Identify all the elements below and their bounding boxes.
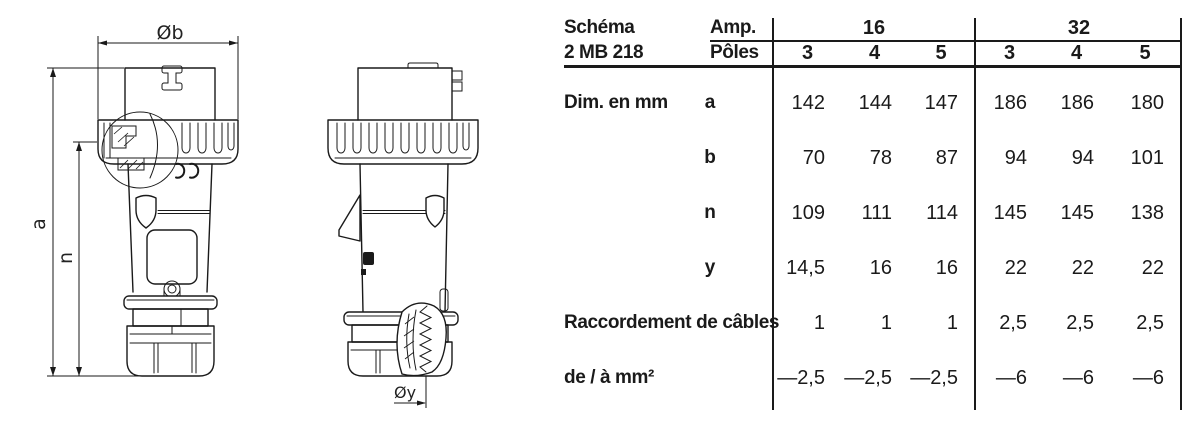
- table-cell: 16: [935, 257, 958, 279]
- row-label: de / à mm²: [564, 367, 654, 388]
- table-cell: 1: [813, 312, 825, 334]
- table-row: [560, 146, 1200, 170]
- poles-header: 4: [868, 42, 881, 64]
- poles-header: 3: [801, 42, 814, 64]
- table-cell: 87: [935, 147, 958, 169]
- amp-group-32: 32: [1067, 17, 1091, 39]
- table-header-row-amp: [560, 16, 1200, 40]
- table-cell: 101: [1130, 147, 1164, 169]
- poles-header: 5: [935, 42, 947, 64]
- table-cell: 2,5: [999, 312, 1027, 334]
- table-cell: 14,5: [786, 257, 825, 279]
- table-cell: 186: [993, 92, 1027, 114]
- table-cell: 22: [1004, 257, 1027, 279]
- table-row: [560, 311, 1200, 335]
- amp-group-16: 16: [862, 17, 886, 39]
- technical-drawing: [0, 0, 560, 427]
- table-cell: 144: [858, 92, 892, 114]
- table-header-row-poles: [560, 41, 1200, 65]
- connector-drawing-svg: [0, 0, 560, 427]
- dim-unit-label: Dim. en mm: [564, 92, 668, 113]
- connector-front-view: [98, 66, 238, 376]
- dim-label-b: Øb: [156, 22, 184, 44]
- table-cell: 1: [880, 312, 892, 334]
- row-label: n: [704, 202, 716, 223]
- table-divider-header: [564, 65, 1182, 68]
- table-cell: 2,5: [1066, 312, 1094, 334]
- table-row: [560, 201, 1200, 225]
- table-row: [560, 256, 1200, 280]
- table-cell: 145: [993, 202, 1027, 224]
- poles-label: Pôles: [710, 42, 759, 63]
- poles-header: 4: [1070, 42, 1083, 64]
- table-cell: 138: [1130, 202, 1164, 224]
- dim-label-y: Øy: [393, 383, 417, 402]
- schema-label: Schéma: [564, 17, 635, 38]
- amp-label: Amp.: [710, 17, 756, 38]
- table-cell: —2,5: [777, 367, 825, 389]
- poles-header: 3: [1003, 42, 1016, 64]
- table-cell: —6: [995, 367, 1027, 389]
- table-cell: 78: [869, 147, 892, 169]
- row-label: b: [704, 147, 716, 168]
- table-cell: —2,5: [844, 367, 892, 389]
- table-cell: 70: [802, 147, 825, 169]
- row-label: a: [704, 92, 716, 113]
- table-cell: 109: [791, 202, 825, 224]
- row-label: Raccordement de câbles: [564, 312, 780, 333]
- table-cell: 1: [946, 312, 958, 334]
- dim-label-n: n: [55, 251, 77, 265]
- table-cell: 186: [1060, 92, 1094, 114]
- connector-side-view: [328, 63, 478, 376]
- table-cell: 2,5: [1136, 312, 1164, 334]
- table-row: [560, 366, 1200, 390]
- table-cell: 94: [1004, 147, 1027, 169]
- table-cell: 114: [926, 202, 958, 224]
- table-cell: 16: [869, 257, 892, 279]
- table-row: [560, 91, 1200, 115]
- table-cell: —6: [1062, 367, 1094, 389]
- poles-header: 5: [1139, 42, 1151, 64]
- ce-marking-icon: [176, 164, 198, 178]
- table-cell: 142: [791, 92, 825, 114]
- table-cell: 111: [861, 202, 892, 224]
- schema-value: 2 MB 218: [564, 42, 644, 63]
- table-cell: 145: [1060, 202, 1094, 224]
- table-cell: 22: [1141, 257, 1164, 279]
- table-cell: 22: [1071, 257, 1094, 279]
- table-cell: —6: [1132, 367, 1164, 389]
- table-cell: 147: [924, 92, 958, 114]
- table-cell: 180: [1130, 92, 1164, 114]
- dim-label-a: a: [28, 218, 50, 230]
- table-cell: 94: [1071, 147, 1094, 169]
- row-label: y: [704, 257, 716, 278]
- dimension-table: [560, 0, 1200, 427]
- table-cell: —2,5: [910, 367, 958, 389]
